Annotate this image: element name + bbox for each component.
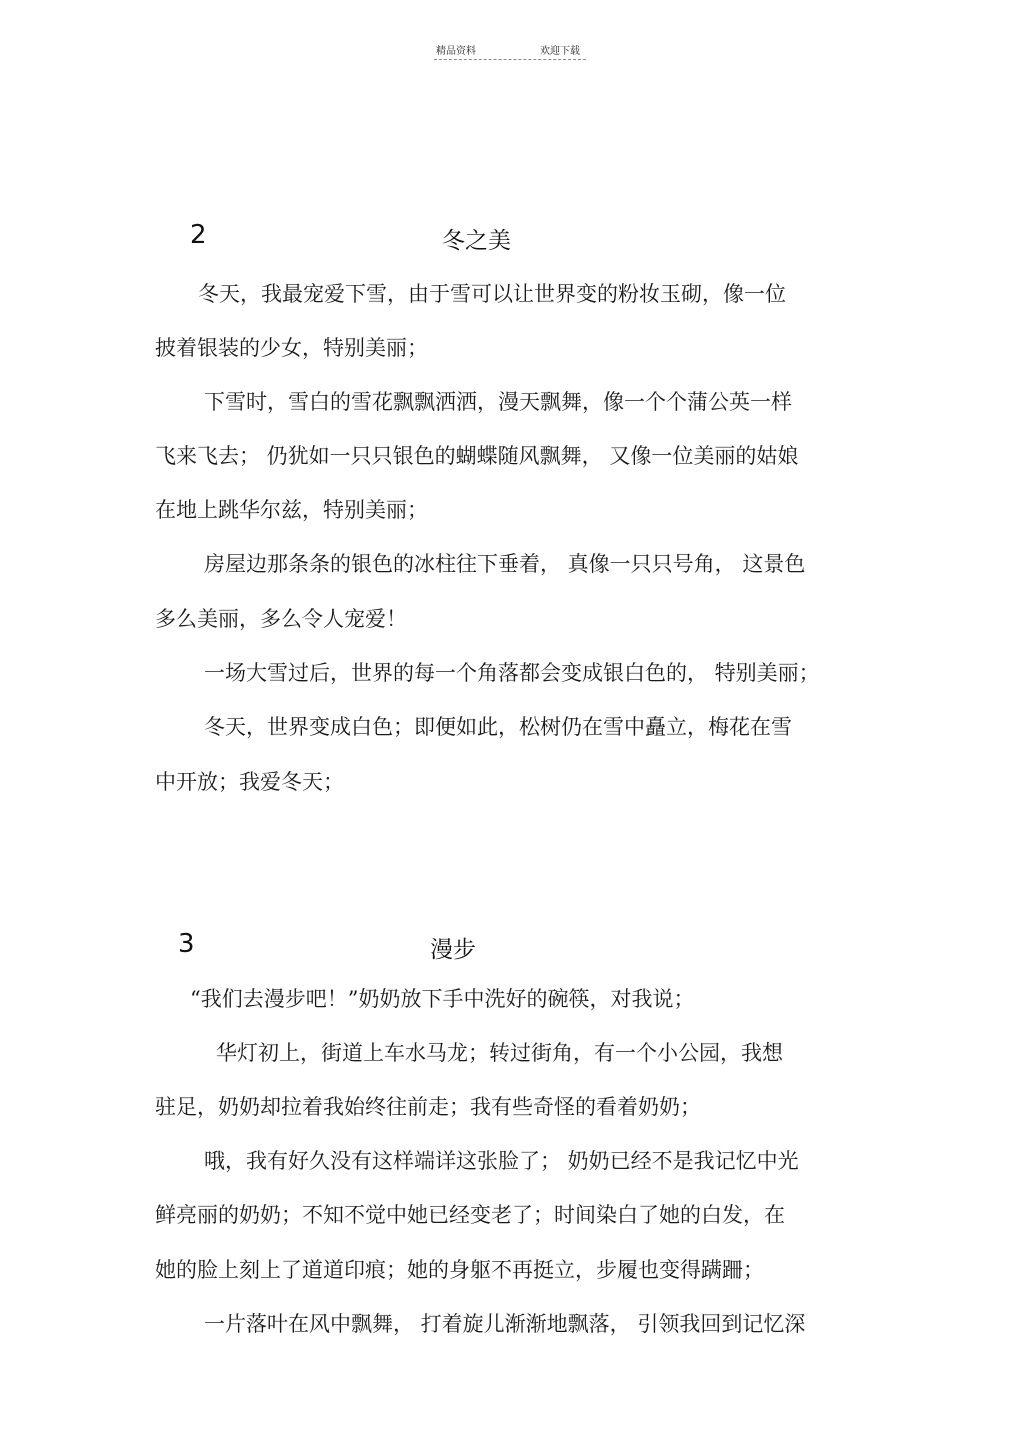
paragraph-line: 华灯初上，街道上车水马龙；转过街角，有一个小公园，我想 — [216, 1041, 783, 1065]
paragraph-line: 驻足，奶奶却拉着我始终往前走；我有些奇怪的看着奶奶； — [155, 1095, 701, 1119]
paragraph-line: 哦，我有好久没有这样端详这张脸了； 奶奶已经不是我记忆中光 — [204, 1149, 799, 1173]
section-2-number: 2 — [190, 220, 207, 250]
paragraph-line: “我们去漫步吧！”奶奶放下手中洗好的碗筷，对我说； — [190, 987, 695, 1011]
paragraph-line: 冬天，世界变成白色；即便如此，松树仍在雪中矗立，梅花在雪 — [204, 715, 792, 739]
paragraph-line: 一场大雪过后，世界的每一个角落都会变成银白色的， 特别美丽； — [204, 661, 820, 685]
paragraph-line: 一片落叶在风中飘舞， 打着旋儿渐渐地飘落， 引领我回到记忆深 — [204, 1312, 806, 1336]
paragraph-line: 鲜亮丽的奶奶；不知不觉中她已经变老了；时间染白了她的白发，在 — [155, 1203, 785, 1227]
paragraph-line: 披着银装的少女，特别美丽； — [155, 336, 428, 360]
page-header — [434, 42, 586, 62]
header-right-text: 欢迎下载 — [540, 46, 580, 57]
paragraph-line: 多么美丽，多么令人宠爱！ — [155, 607, 407, 631]
section-2-title: 冬之美 — [442, 228, 511, 254]
paragraph-line: 在地上跳华尔兹，特别美丽； — [155, 498, 428, 522]
paragraph-line: 中开放；我爱冬天； — [155, 770, 344, 794]
header-left-text: 精品资料 — [436, 46, 476, 57]
paragraph-line: 她的脸上刻上了道道印痕；她的身躯不再挺立，步履也变得蹒跚； — [155, 1258, 764, 1282]
paragraph-line: 飞来飞去； 仍犹如一只只银色的蝴蝶随风飘舞， 又像一位美丽的姑娘 — [155, 444, 799, 468]
section-3-number: 3 — [178, 929, 195, 959]
paragraph-line: 房屋边那条条的银色的冰柱往下垂着， 真像一只只号角， 这景色 — [204, 552, 806, 576]
paragraph-line: 下雪时，雪白的雪花飘飘洒洒，漫天飘舞，像一个个蒲公英一样 — [204, 390, 792, 414]
paragraph-line: 冬天，我最宠爱下雪，由于雪可以让世界变的粉妆玉砌，像一位 — [198, 282, 786, 306]
section-3-title: 漫步 — [430, 937, 476, 963]
header-divider — [434, 59, 586, 60]
